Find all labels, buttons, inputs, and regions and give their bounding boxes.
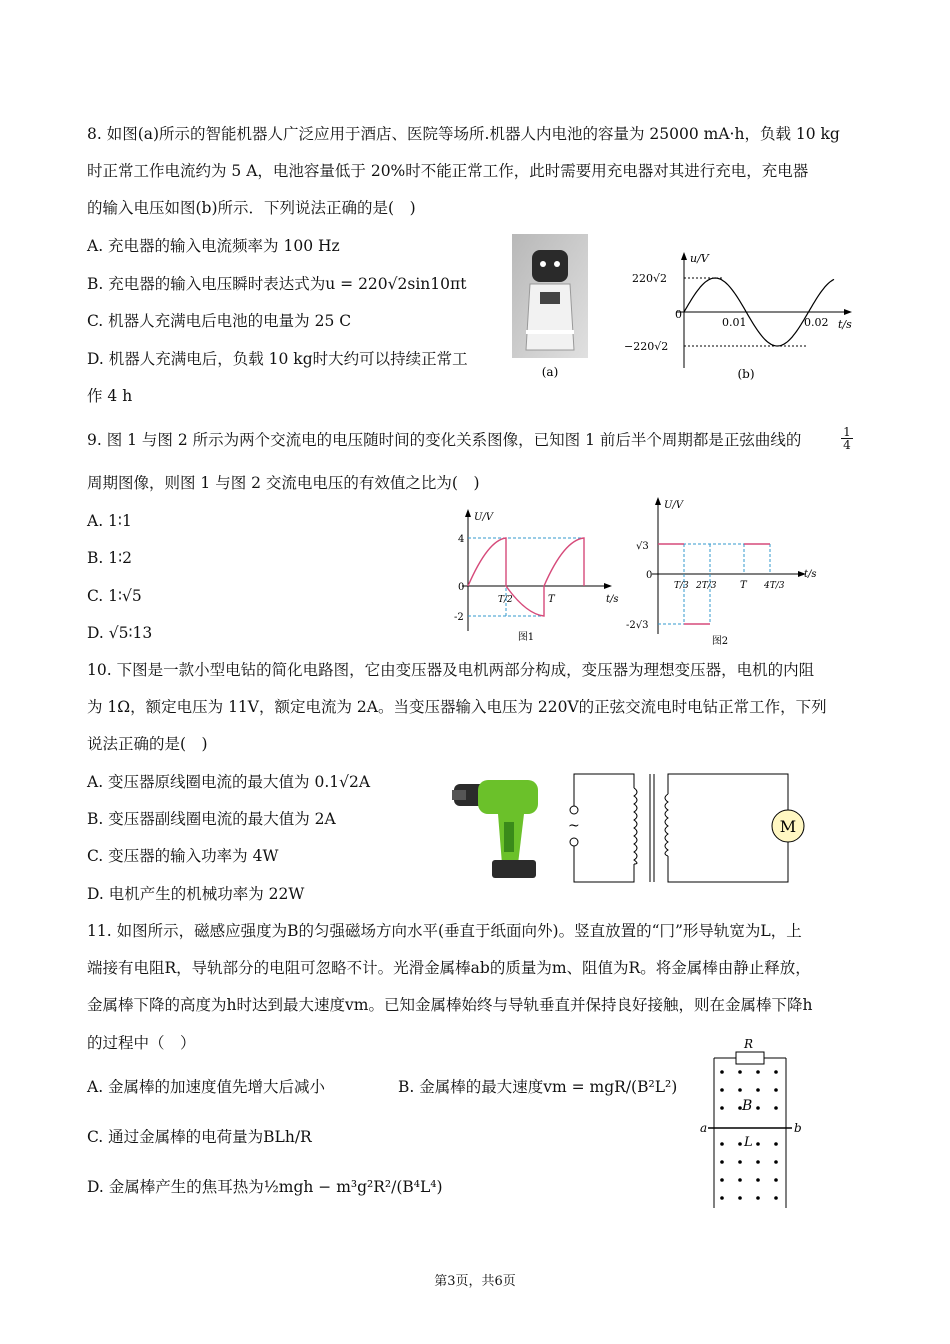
graph-b-t2: 0.02 [804, 316, 829, 329]
q8-line-3: 的输入电压如图(b)所示．下列说法正确的是( ) [87, 199, 416, 217]
q8-line-1: 8. 如图(a)所示的智能机器人广泛应用于酒店、医院等场所.机器人内电池的容量为 25000 mA·h，负载 10 kg [87, 125, 840, 143]
field-dot [738, 1178, 742, 1182]
q8-option-d-cont: 作 4 h [87, 387, 133, 405]
fig1-curve [468, 538, 584, 616]
fig2-x4: 4T/3 [764, 581, 785, 591]
q10-line-3: 说法正确的是( ) [87, 735, 208, 753]
graph-b-xlabel: t/s [838, 318, 852, 331]
fig2-y0: 0 [646, 570, 653, 581]
field-dot [738, 1106, 742, 1110]
rod-end-a: a [700, 1121, 708, 1135]
robot-photo [510, 232, 592, 382]
field-dot [720, 1142, 724, 1146]
fig2-ytop: √3 [636, 541, 649, 552]
q9-option-b[interactable]: B. 1∶2 [87, 549, 133, 567]
field-dot [756, 1088, 760, 1092]
field-dot [720, 1088, 724, 1092]
field-dot [738, 1196, 742, 1200]
fig2-ybot: -2√3 [626, 620, 649, 631]
field-dot [756, 1160, 760, 1164]
fig1-ylabel: U/V [474, 512, 494, 523]
field-dot [774, 1070, 778, 1074]
q8-option-a[interactable]: A. 充电器的输入电流频率为 100 Hz [87, 237, 340, 255]
q10-option-b[interactable]: B. 变压器副线圈电流的最大值为 2A [87, 810, 336, 828]
fig2-x2: 2T/3 [696, 581, 717, 591]
caption-b: (b) [737, 367, 755, 381]
q10-option-a[interactable]: A. 变压器原线圈电流的最大值为 0.1√2A [87, 773, 371, 791]
fig2-x3: T [740, 580, 747, 591]
q11-line-2: 端接有电阻R，导轨部分的电阻可忽略不计。光滑金属棒ab的质量为m、阻值为R。将金属棒由静止释放， [87, 959, 811, 977]
q9-fraction-num: 1 [841, 426, 853, 439]
field-dot [774, 1106, 778, 1110]
field-dot [774, 1088, 778, 1092]
q9-option-a[interactable]: A. 1∶1 [87, 512, 132, 530]
field-dot [738, 1142, 742, 1146]
graph-b-top-label: 220√2 [632, 272, 668, 285]
field-dot [720, 1106, 724, 1110]
field-dot [774, 1160, 778, 1164]
q9-fraction-den: 4 [843, 438, 851, 452]
motor-label: M [779, 817, 797, 836]
graph-b-ylabel: u/V [690, 252, 709, 265]
field-dot [720, 1070, 724, 1074]
q11-line-1: 11. 如图所示，磁感应强度为B的匀强磁场方向水平(垂直于纸面向外)。竖直放置的“冂”形导轨宽为L，上 [87, 922, 802, 940]
page-footer: 第3页，共6页 [434, 1274, 516, 1289]
rail-field-figure [700, 1038, 810, 1214]
fig1-xhalf: T/2 [498, 595, 513, 605]
fig1-xt: T [548, 594, 555, 605]
field-dot [738, 1160, 742, 1164]
q11-option-a[interactable]: A. 金属棒的加速度值先增大后减小 [87, 1078, 326, 1096]
q9-option-c[interactable]: C. 1∶√5 [87, 587, 142, 605]
field-dot [756, 1142, 760, 1146]
field-dot [774, 1196, 778, 1200]
field-dot [756, 1178, 760, 1182]
field-dot [774, 1142, 778, 1146]
voltage-graph-b [620, 248, 860, 384]
field-dot [720, 1196, 724, 1200]
fig1-xlabel: t/s [606, 594, 619, 605]
q9-option-d[interactable]: D. √5∶13 [87, 624, 153, 642]
rod-end-b: b [794, 1121, 802, 1135]
q8-line-2: 时正常工作电流约为 5 A，电池容量低于 20%时不能正常工作，此时需要用充电器对其进行充电，充电器 [87, 162, 809, 180]
drill-photo [448, 772, 548, 884]
q10-line-2: 为 1Ω，额定电压为 11V，额定电流为 2A。当变压器输入电压为 220V的正弦交流电时电钻正常工作，下列 [87, 698, 827, 716]
fig1-y0: 0 [458, 582, 465, 593]
field-dot [720, 1160, 724, 1164]
field-dot [756, 1070, 760, 1074]
field-label-b: B [742, 1098, 753, 1114]
figure-1-graph [448, 506, 628, 646]
q8-option-c[interactable]: C. 机器人充满电后电池的电量为 25 C [87, 312, 352, 330]
width-label-l: L [744, 1135, 753, 1150]
q11-option-d[interactable]: D. 金属棒产生的焦耳热为½mgh − m³g²R²/(B⁴L⁴) [87, 1178, 443, 1196]
q9-line-2: 周期图像，则图 1 与图 2 交流电电压的有效值之比为( ) [87, 474, 480, 492]
ac-source-symbol: ~ [568, 818, 580, 834]
q11-line-3: 金属棒下降的高度为h时达到最大速度vm。已知金属棒始终与导轨垂直并保持良好接触，则在金属棒下降h [87, 996, 813, 1014]
primary-coil [634, 788, 637, 864]
fig2-caption: 图2 [711, 636, 729, 647]
field-dot [756, 1106, 760, 1110]
field-dot [774, 1178, 778, 1182]
fig2-xlabel: t/s [804, 569, 817, 580]
q9-line-1: 9. 图 1 与图 2 所示为两个交流电的电压随时间的变化关系图像，已知图 1 前后半个周期都是正弦曲线的 [87, 431, 802, 449]
fig2-x1: T/3 [674, 581, 689, 591]
q8-option-d[interactable]: D. 机器人充满电后，负载 10 kg时大约可以持续正常工 [87, 350, 468, 368]
caption-a: (a) [541, 365, 559, 379]
q11-option-b[interactable]: B. 金属棒的最大速度vm = mgR/(B²L²) [398, 1078, 678, 1096]
q8-option-b[interactable]: B. 充电器的输入电压瞬时表达式为u = 220√2sin10πt [87, 275, 467, 293]
field-dot [738, 1070, 742, 1074]
q10-option-c[interactable]: C. 变压器的输入功率为 4W [87, 847, 279, 865]
resistor-label: R [744, 1038, 754, 1051]
fig1-caption: 图1 [517, 632, 535, 643]
q10-option-d[interactable]: D. 电机产生的机械功率为 22W [87, 885, 305, 903]
graph-b-zero: 0 [675, 308, 682, 321]
q10-line-1: 10. 下图是一款小型电钻的简化电路图，它由变压器及电机两部分构成，变压器为理想变压器，电机的内阻 [87, 661, 815, 679]
graph-b-t1: 0.01 [722, 316, 747, 329]
resistor-r [736, 1052, 764, 1064]
fig1-yn2: -2 [454, 612, 464, 623]
field-dot [756, 1196, 760, 1200]
figure-2-graph [624, 494, 824, 648]
q11-line-4: 的过程中（ ） [87, 1034, 196, 1052]
transformer-circuit [560, 768, 810, 888]
graph-b-bottom-label: −220√2 [624, 340, 669, 353]
fig1-y4: 4 [458, 534, 465, 545]
q11-option-c[interactable]: C. 通过金属棒的电荷量为BLh/R [87, 1128, 312, 1146]
q9-fraction [841, 426, 853, 451]
field-dot [720, 1178, 724, 1182]
secondary-coil [665, 794, 668, 856]
field-dot [738, 1088, 742, 1092]
fig2-ylabel: U/V [664, 500, 684, 511]
